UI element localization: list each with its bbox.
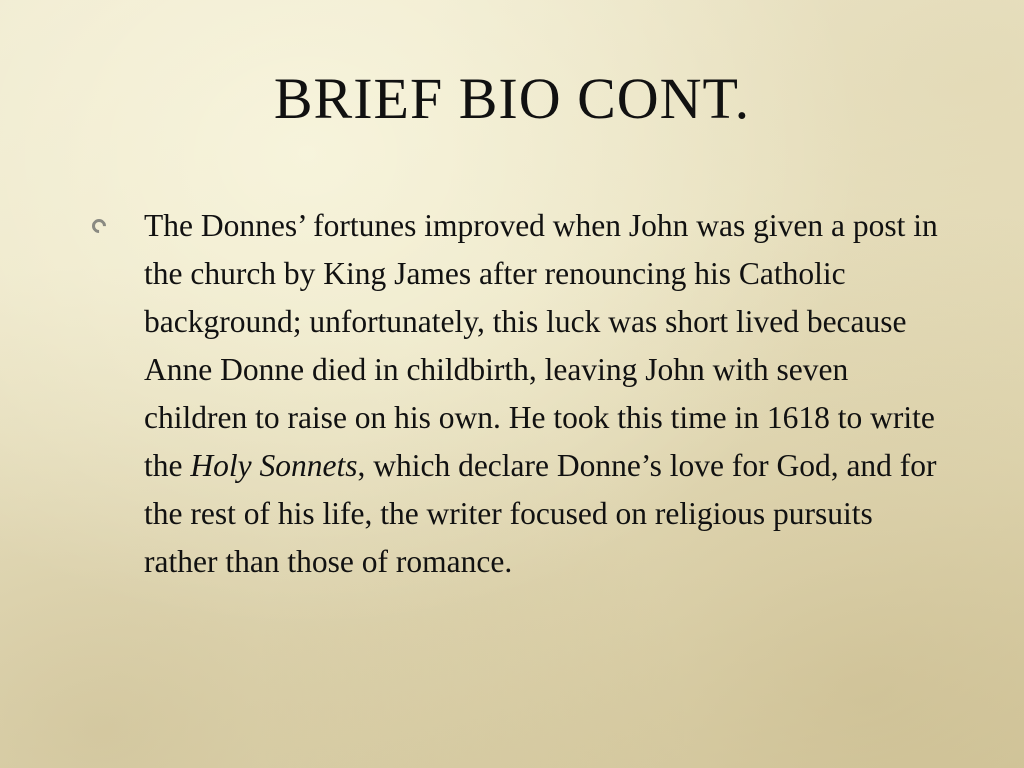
bullet-text-before-italic: The Donnes’ fortunes improved when John was given a post in the church by King James after renouncing his Catholic background; unfortunately, this luck was short lived because Anne Donne died in childbirth, leaving John with seven children to raise on his own. He took this time in 1618 to write the <box>144 208 938 483</box>
bullet-list <box>84 202 954 586</box>
bullet-text-after-italic: , which declare Donne’s love for God, and for the rest of his life, the writer focused on religious pursuits rather than those of romance. <box>144 448 937 579</box>
open-circle-bullet-icon <box>89 216 109 236</box>
bullet-item <box>84 202 954 586</box>
bullet-italic-title: Holy Sonnets <box>190 448 358 483</box>
slide-title: BRIEF BIO CONT. <box>273 66 751 131</box>
